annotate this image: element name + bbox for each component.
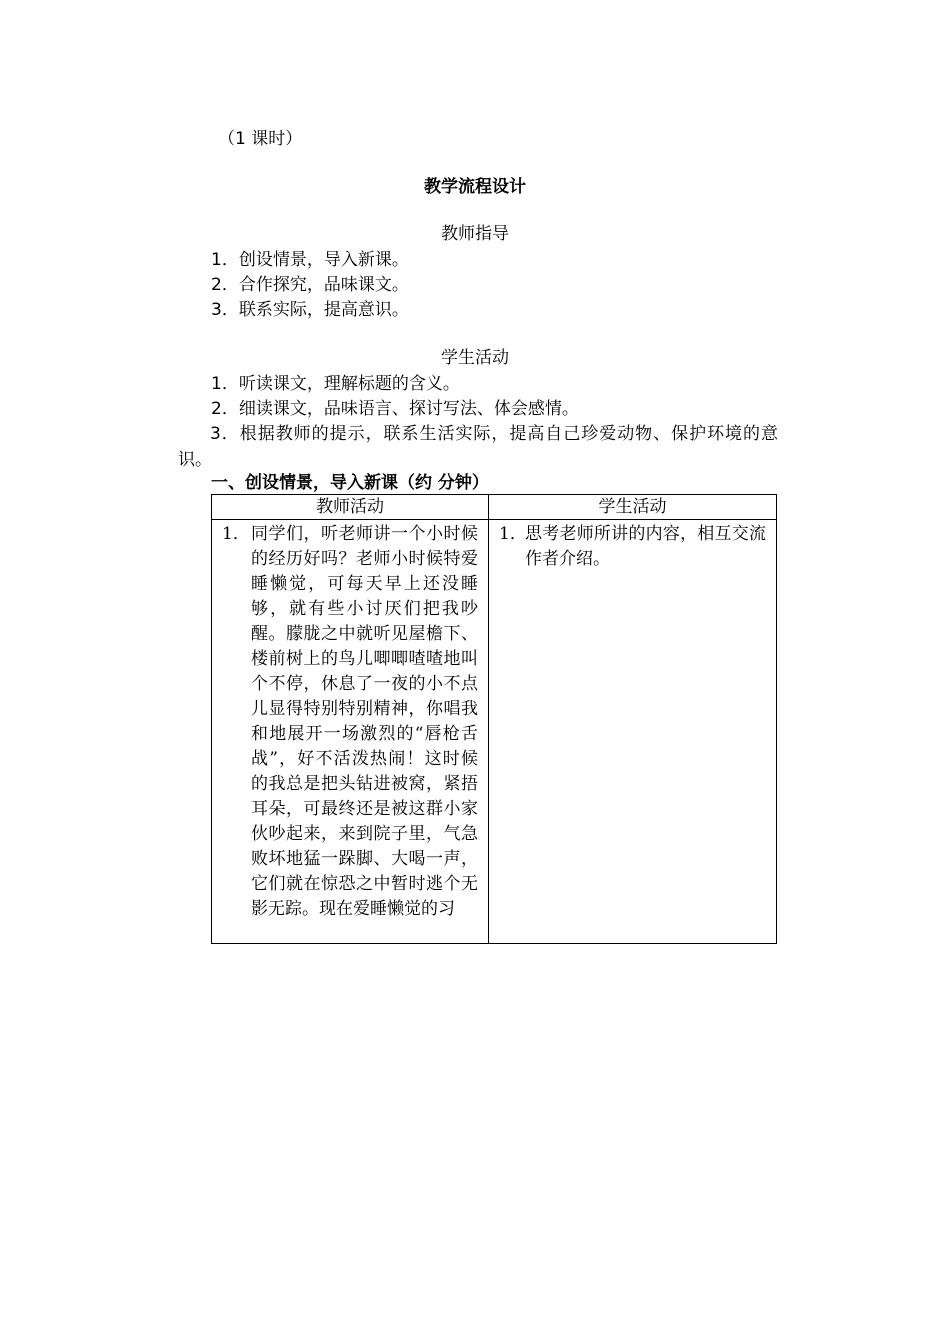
teacher-guide-item: 3．联系实际，提高意识。: [211, 300, 409, 320]
student-activity-item: 2．细读课文，品味语言、探讨写法、体会感情。: [211, 399, 579, 419]
student-activity-item: 1．听读课文，理解标题的含义。: [211, 374, 460, 394]
teacher-guide-item: 1．创设情景，导入新课。: [211, 250, 409, 270]
section-heading: 一、创设情景，导入新课（约 分钟）: [211, 473, 489, 493]
teacher-guide-item: 2．合作探究，品味课文。: [211, 275, 409, 295]
item-number: 1．: [222, 524, 250, 544]
period-label: （1 课时）: [218, 129, 303, 149]
student-activity-column-header: 学生活动: [489, 495, 777, 520]
teacher-activity-text: 同学们，听老师讲一个小时候的经历好吗？老师小时候特爱睡懒觉，可每天早上还没睡够，就有些小讨厌们把我吵醒。朦胧之中就听见屋檐下、楼前树上的鸟儿唧唧喳喳地叫个不停，休息了一夜的小不点儿显得特别特别精神，你唱我和地展开一场激烈的“唇枪舌战”，好不活泼热闹！这时候的我总是把头钻进被窝，紧捂耳朵，可最终还是被这群小家伙吵起来，来到院子里，气急败坏地猛一跺脚、大喝一声，它们就在惊恐之中暂时逃个无影无踪。现在爱睡懒觉的习: [251, 524, 478, 919]
teacher-activity-column-header: 教师活动: [212, 495, 489, 520]
table-row: [212, 520, 777, 944]
page-title: 教学流程设计: [424, 177, 526, 197]
activity-table: [211, 494, 777, 944]
teacher-guide-heading: 教师指导: [441, 224, 509, 244]
student-activity-item: 3．根据教师的提示，联系生活实际，提高自己珍爱动物、保护环境的意识。: [178, 424, 778, 470]
item-number: 1．: [499, 524, 527, 544]
student-activity-heading: 学生活动: [441, 348, 509, 368]
student-activity-text: 思考老师所讲的内容，相互交流作者介绍。: [525, 524, 766, 569]
teacher-activity-cell: [212, 520, 489, 944]
student-activity-cell: [489, 520, 777, 944]
